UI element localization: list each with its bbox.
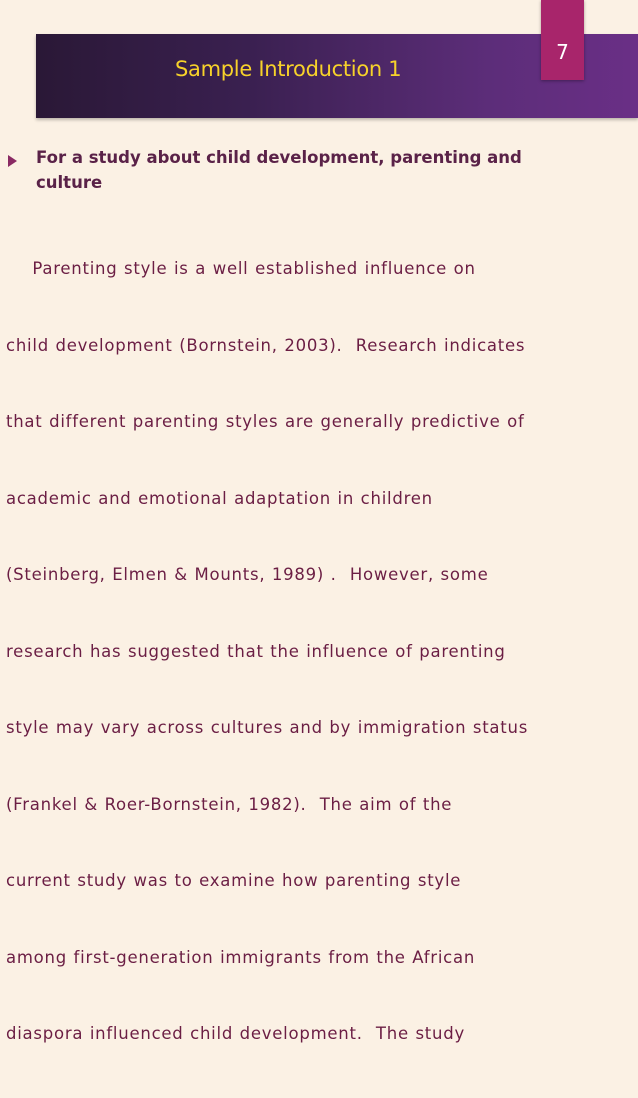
- page-number: 7: [556, 40, 569, 64]
- body-line: diaspora influenced child development. The study: [6, 1024, 465, 1043]
- body-paragraph: [6, 205, 636, 1098]
- body-line: (Frankel & Roer-Bornstein, 1982). The aim of the: [6, 794, 453, 814]
- bullet-arrow-icon: [8, 155, 17, 167]
- body-line: that different parenting styles are generally predictive of: [6, 412, 525, 431]
- body-line: style may vary across cultures and by immigration status: [6, 718, 529, 737]
- body-line: academic and emotional adaptation in children: [6, 488, 433, 508]
- slide-title: Sample Introduction 1: [175, 57, 402, 81]
- bullet-text-line: culture: [36, 173, 103, 192]
- page-number-tab: [541, 0, 584, 80]
- body-line: among first-generation immigrants from the African: [6, 947, 476, 967]
- body-line: Parenting style is a well established influence on: [6, 259, 476, 278]
- body-line: child development (Bornstein, 2003). Research indicates: [6, 335, 526, 355]
- bullet-text: [36, 145, 621, 195]
- bullet-text-line: For a study about child development, parenting and: [36, 148, 522, 167]
- body-line: research has suggested that the influence of parenting: [6, 641, 506, 661]
- body-line: current study was to examine how parenting style: [6, 871, 462, 890]
- body-line: (Steinberg, Elmen & Mounts, 1989) . However, some: [6, 565, 489, 584]
